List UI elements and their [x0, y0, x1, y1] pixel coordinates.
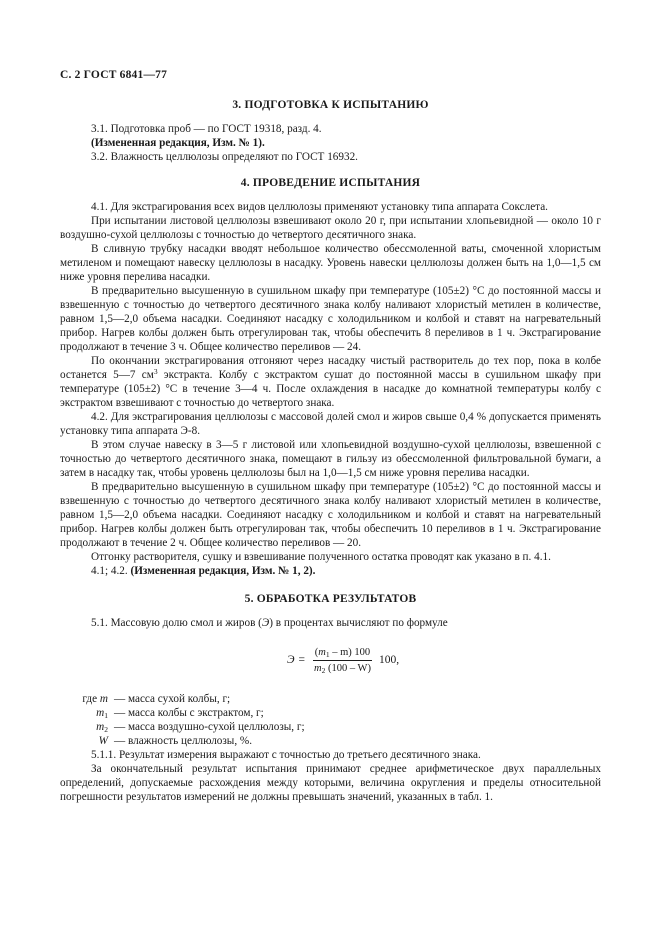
legend-row: [60, 706, 601, 720]
legend-symbol: [60, 692, 114, 706]
text-span: По окончании экстрагирования отгоняют через насадку чистый растворитель до тех пор, пока в колбе останется 5—7 см: [60, 355, 601, 381]
denominator-rest: (100 – W): [325, 662, 371, 674]
paragraph-4-2-distill: Отгонку растворителя, сушку и взвешивание полученного остатка проводят как указано в п. 4.1.: [91, 551, 551, 563]
superscript: 3: [153, 367, 158, 376]
legend-var: m: [96, 707, 105, 719]
legend-sub: 2: [104, 725, 108, 734]
paragraph-3-2: 3.2. Влажность целлюлозы определяют по ГОСТ 16932.: [91, 151, 358, 163]
legend-text: — масса колбы с экстрактом, г;: [114, 707, 264, 719]
var-m: m: [314, 662, 322, 674]
edit-label: (Измененная редакция, Изм. № 1, 2).: [130, 565, 316, 577]
paragraph-4-1-tube: В сливную трубку насадки вводят небольшое количество обессмоленной ваты, смоченной хлористым метиленом и помещают навеску целлюлозы в насадку. Уровень навески целлюлозы должен быть на 1,0—1,5 см ниже уровня перелива насадки.: [60, 243, 601, 283]
edit-ref: 4.1; 4.2.: [91, 565, 131, 577]
legend-var: m: [99, 693, 108, 705]
formula-lhs: Э: [287, 654, 295, 666]
formula-tail: 100,: [378, 654, 400, 666]
edit-note-1: (Измененная редакция, Изм. № 1).: [91, 137, 265, 149]
edit-note-2: [60, 564, 601, 578]
paragraph-4-2-dry: В предварительно высушенную в сушильном шкафу при температуре (105±2) °С до постоянной массы и взвешенную с точностью до четвертого десятичного знака колбу наливают хлористый метилен в количестве, равном 1,5—2,0 объема насадки. Соединяют насадку с холодильником и колбой и ставят на нагревательный прибор. Нагрев колбы должен быть отрегулирован так, чтобы обеспечить 10 переливов в 1 ч. Экстрагирование продолжают в течение 2 ч. Общее количество переливов — 20.: [60, 481, 601, 549]
legend-row: [60, 720, 601, 734]
document-body: [60, 96, 601, 804]
subscript: 2: [321, 665, 326, 675]
paren: (: [314, 646, 319, 658]
legend-row: [60, 692, 601, 706]
legend-var: W: [98, 735, 108, 747]
formula-numerator: [313, 646, 372, 661]
paragraph-5-1: [60, 616, 601, 630]
legend-text: — масса сухой колбы, г;: [114, 693, 231, 705]
paragraph-4-1-distill: [60, 354, 601, 410]
legend-symbol: [60, 734, 114, 748]
symbol-e: Э: [261, 617, 270, 629]
legend-where: где: [82, 693, 98, 705]
paragraph-5-1-1: 5.1.1. Результат измерения выражают с точностью до третьего десятичного знака.: [91, 749, 481, 761]
paragraph-4-2-sample: В этом случае навеску в 3—5 г листовой или хлопьевидной воздушно-сухой целлюлозы, взвешенной с точностью до четвертого десятичного знака, помещают в гильзу из обессмоленной фильтровальной бумаги, а затем в насадку так, чтобы уровень целлюлозы был на 1,0—1,5 см ниже уровня перелива насадки.: [60, 439, 601, 479]
legend-sub: 1: [104, 711, 108, 720]
paragraph-4-1: 4.1. Для экстрагирования всех видов целлюлозы применяют установку типа аппарата Сокслета.: [91, 201, 548, 213]
paragraph-4-1-dry: В предварительно высушенную в сушильном шкафу при температуре (105±2) °С до постоянной массы и взвешенную с точностью до четвертого десятичного знака колбу наливают хлористый метилен в количестве, равном 1,5—2,0 объема насадки. Соединяют насадку с холодильником и колбой и ставят на нагревательный прибор. Нагрев колбы должен быть отрегулирован так, чтобы обеспечить 8 переливов в 1 ч. Экстрагирование продолжают в течение 3 ч. Общее количество переливов — 24.: [60, 285, 601, 353]
section-5-title: 5. ОБРАБОТКА РЕЗУЛЬТАТОВ: [244, 593, 417, 605]
formula-expression: [287, 640, 399, 680]
subscript: 1: [325, 649, 330, 659]
section-4-title: 4. ПРОВЕДЕНИЕ ИСПЫТАНИЯ: [240, 177, 421, 189]
formula-legend: [60, 692, 601, 748]
text-span: 5.1. Массовую долю смол и жиров (: [91, 617, 262, 629]
paragraph-4-2: 4.2. Для экстрагирования целлюлозы с массовой долей смол и жиров свыше 0,4 % допускается применять установку типа аппарата Э-8.: [60, 411, 601, 437]
section-3-title: 3. ПОДГОТОВКА К ИСПЫТАНИЮ: [232, 99, 429, 111]
formula-denominator: [312, 661, 373, 675]
paragraph-4-1-weigh: При испытании листовой целлюлозы взвешивают около 20 г, при испытании хлопьевидной — около 10 г воздушно-сухой целлюлозы с точностью до четвертого десятичного знака.: [60, 215, 601, 241]
var-m: m: [318, 646, 326, 658]
legend-text: — влажность целлюлозы, %.: [114, 735, 253, 747]
numerator-rest: – m) 100: [329, 646, 371, 658]
formula: [60, 640, 601, 680]
legend-symbol: [60, 706, 114, 720]
page-header: С. 2 ГОСТ 6841—77: [60, 69, 168, 81]
legend-var: m: [96, 721, 105, 733]
text-span: ) в процентах вычисляют по формуле: [269, 617, 448, 629]
paragraph-5-1-1-final: За окончательный результат испытания принимают среднее арифметическое двух параллельных определений, допускаемые расхождения между которыми, величина округления и пределы относительной погрешности результатов измерений не должны превышать значений, указанных в табл. 1.: [60, 763, 601, 803]
paragraph-3-1: 3.1. Подготовка проб — по ГОСТ 19318, разд. 4.: [91, 123, 322, 135]
formula-equals: =: [298, 654, 306, 666]
legend-row: [60, 734, 601, 748]
formula-fraction: [312, 646, 373, 675]
legend-symbol: [60, 720, 114, 734]
text-span: экстракта. Колбу с экстрактом сушат до постоянной массы в сушильном шкафу при температуре (105±2) °С в течение 3—4 ч. После охлаждения в насадке до комнатной температуры колбу с экстрактом взвешивают с точностью до четвертого знака.: [60, 369, 602, 409]
legend-text: — масса воздушно-сухой целлюлозы, г;: [114, 721, 305, 733]
